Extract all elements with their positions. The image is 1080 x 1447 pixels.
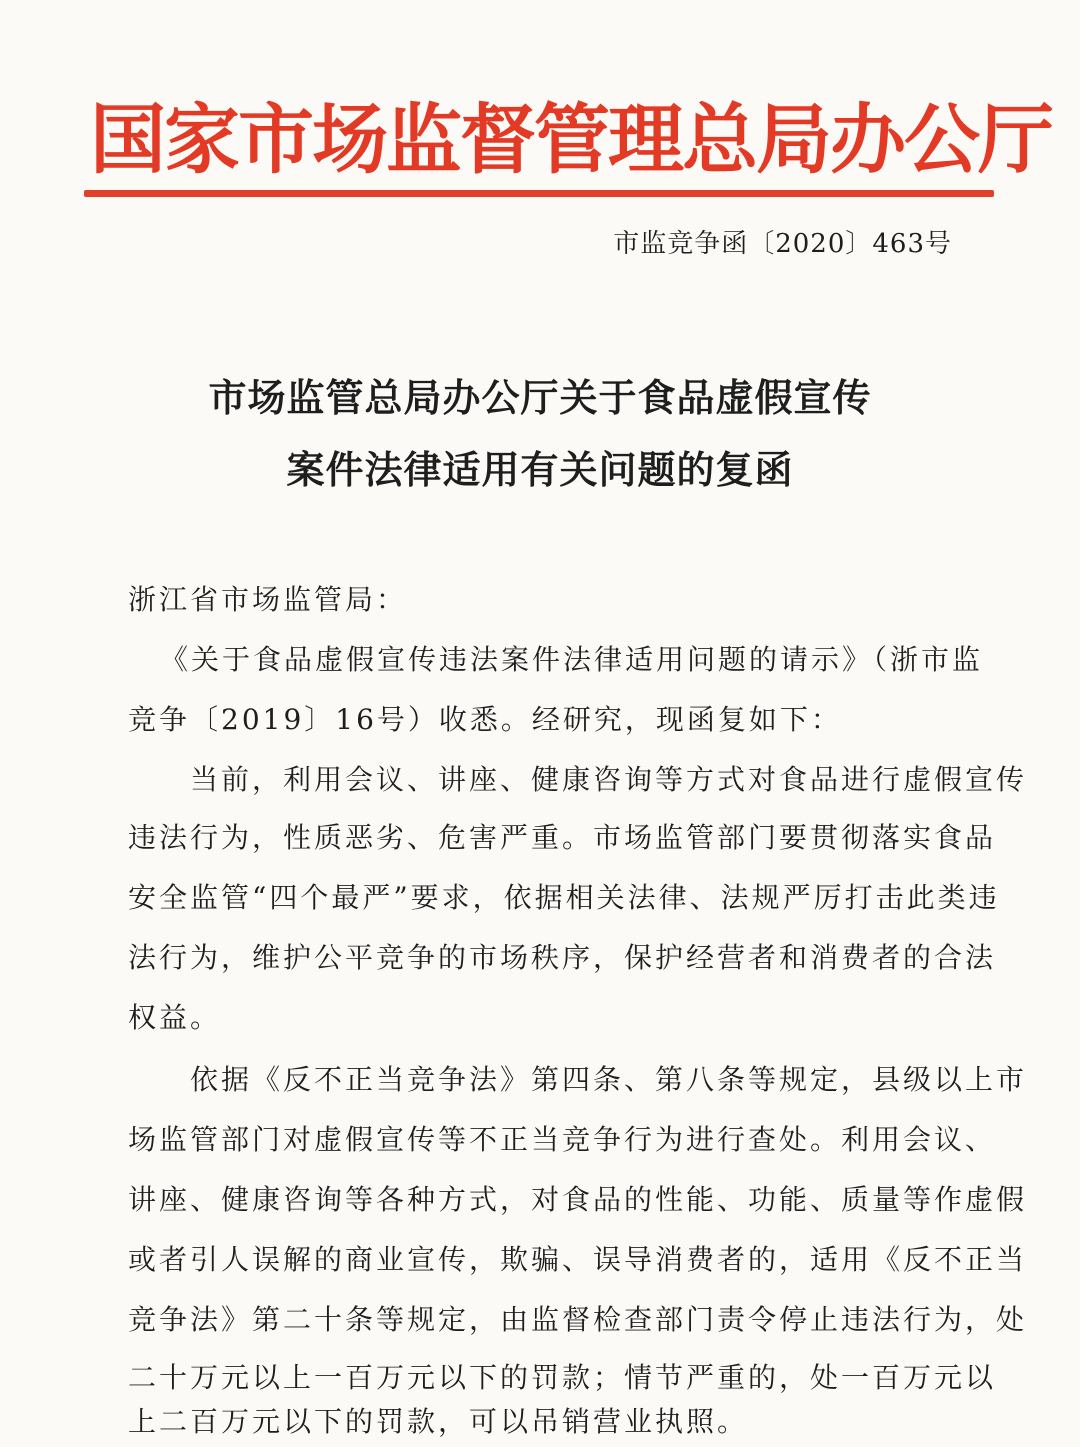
issuer-letterhead: 国家市场监督管理总局办公厅: [90, 95, 1052, 184]
body-line: 违法行为，性质恶劣、危害严重。市场监管部门要贯彻落实食品: [128, 821, 997, 854]
body-line: 竞争法》第二十条等规定，由监督检查部门责令停止违法行为，处: [128, 1303, 1028, 1336]
body-line: 上二百万元以下的罚款，可以吊销营业执照。: [128, 1405, 749, 1438]
body-line: 二十万元以上一百万元以下的罚款；情节严重的，处一百万元以: [128, 1361, 997, 1394]
body-line: 讲座、健康咨询等各种方式，对食品的性能、功能、质量等作虚假: [128, 1183, 1028, 1216]
title-line-1: 市场监管总局办公厅关于食品虚假宣传: [208, 375, 872, 420]
body-line: 场监管部门对虚假宣传等不正当竞争行为进行查处。利用会议、: [128, 1123, 997, 1156]
document-number: 市监竞争函〔2020〕463号: [613, 229, 952, 259]
body-line: 竞争〔2019〕16号）收悉。经研究，现函复如下：: [128, 703, 842, 736]
letterhead-red-rule: [84, 190, 994, 197]
body-line: 依据《反不正当竞争法》第四条、第八条等规定，县级以上市: [190, 1063, 1028, 1096]
body-line: 或者引人误解的商业宣传，欺骗、误导消费者的，适用《反不正当: [128, 1243, 1028, 1276]
body-line: 当前，利用会议、讲座、健康咨询等方式对食品进行虚假宣传: [190, 763, 1028, 796]
body-line: 《关于食品虚假宣传违法案件法律适用问题的请示》（浙市监: [160, 643, 984, 676]
salutation: 浙江省市场监管局：: [128, 583, 408, 616]
body-line: 安全监管“四个最严”要求，依据相关法律、法规严厉打击此类违: [128, 881, 1000, 914]
title-line-2: 案件法律适用有关问题的复函: [286, 447, 794, 492]
body-line: 法行为，维护公平竞争的市场秩序，保护经营者和消费者的合法: [128, 941, 997, 974]
body-line: 权益。: [128, 1001, 222, 1034]
